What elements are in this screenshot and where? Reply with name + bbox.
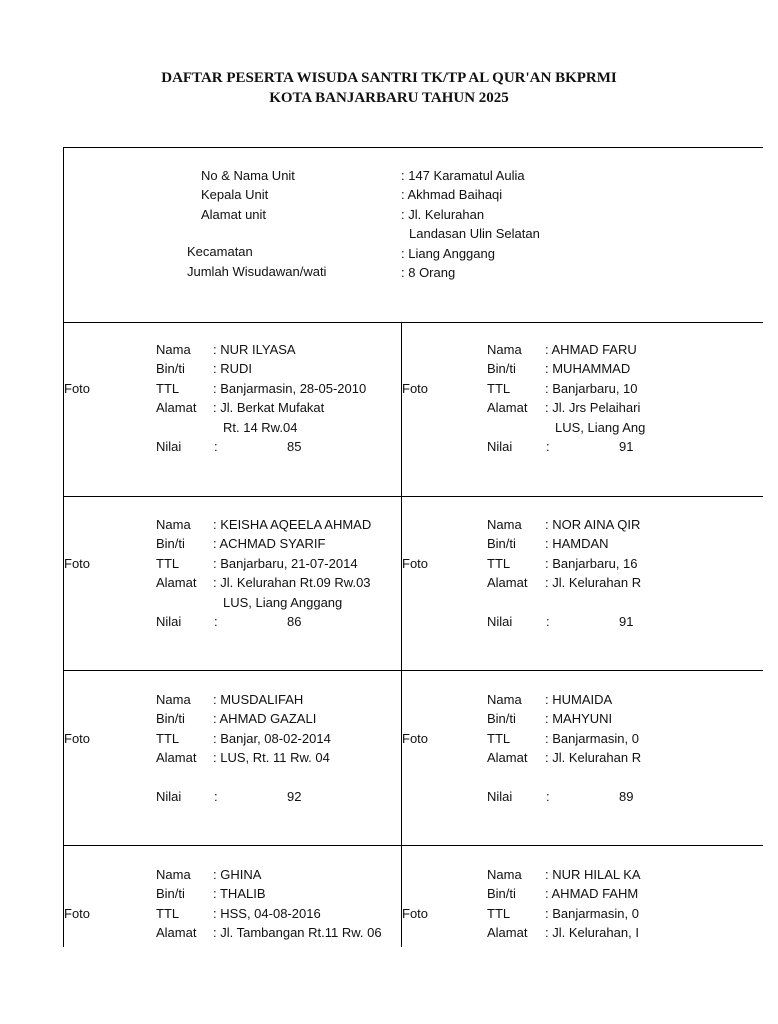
student-birth: : Banjar, 08-02-2014 <box>213 731 331 746</box>
label-nilai: Nilai <box>156 789 182 804</box>
unit-value-kepala: : Akhmad Baihaqi <box>401 187 503 202</box>
nilai-colon: : <box>214 439 218 454</box>
label-nama: Nama <box>156 342 191 357</box>
unit-value-alamat-line2: Landasan Ulin Selatan <box>409 226 540 241</box>
label-alamat: Alamat <box>487 400 528 415</box>
student-parent: : ACHMAD SYARIF <box>213 536 326 551</box>
table-border-left <box>63 147 64 947</box>
label-ttl: TTL <box>156 556 180 571</box>
label-nilai: Nilai <box>487 789 513 804</box>
label-nilai: Nilai <box>156 439 182 454</box>
student-name: : KEISHA AQEELA AHMAD <box>213 517 372 532</box>
student-name: : AHMAD FARU <box>545 342 637 357</box>
label-alamat: Alamat <box>156 925 197 940</box>
label-ttl: TTL <box>156 906 180 921</box>
label-nama: Nama <box>156 867 191 882</box>
unit-value-alamat: : Jl. Kelurahan <box>401 207 485 222</box>
photo-placeholder: Foto <box>64 731 91 746</box>
student-birth: : Banjarbaru, 16 <box>545 556 638 571</box>
photo-placeholder: Foto <box>402 381 429 396</box>
photo-placeholder: Foto <box>64 906 91 921</box>
photo-placeholder: Foto <box>402 731 429 746</box>
student-parent: : MAHYUNI <box>545 711 613 726</box>
table-border-top <box>63 147 763 148</box>
label-binti: Bin/ti <box>487 886 516 901</box>
photo-placeholder: Foto <box>402 556 429 571</box>
unit-value-kecamatan: : Liang Anggang <box>401 246 495 261</box>
photo-placeholder: Foto <box>64 381 91 396</box>
student-address-line2: Rt. 14 Rw.04 <box>223 420 298 435</box>
label-binti: Bin/ti <box>487 536 516 551</box>
student-name: : MUSDALIFAH <box>213 692 304 707</box>
label-ttl: TTL <box>487 906 511 921</box>
student-score: 85 <box>287 439 302 454</box>
student-score: 91 <box>619 614 634 629</box>
row-divider <box>63 322 763 323</box>
title-line-1: DAFTAR PESERTA WISUDA SANTRI TK/TP AL QUR'AN BKPRMI <box>161 70 617 86</box>
nilai-colon: : <box>214 789 218 804</box>
label-ttl: TTL <box>487 381 511 396</box>
student-address: : Jl. Kelurahan R <box>545 750 642 765</box>
student-address-line2: LUS, Liang Ang <box>555 420 646 435</box>
student-address-line2: LUS, Liang Anggang <box>223 595 343 610</box>
student-birth: : Banjarmasin, 0 <box>545 906 639 921</box>
student-address: : Jl. Tambangan Rt.11 Rw. 06 <box>213 925 382 940</box>
student-birth: : Banjarmasin, 0 <box>545 731 639 746</box>
photo-placeholder: Foto <box>64 556 91 571</box>
student-parent: : THALIB <box>213 886 266 901</box>
label-alamat: Alamat <box>487 925 528 940</box>
student-parent: : RUDI <box>213 361 252 376</box>
column-divider <box>401 322 402 947</box>
nilai-colon: : <box>546 439 550 454</box>
nilai-colon: : <box>546 789 550 804</box>
unit-label-kepala: Kepala Unit <box>201 187 269 202</box>
unit-value-no-nama: : 147 Karamatul Aulia <box>401 168 525 183</box>
student-parent: : AHMAD GAZALI <box>213 711 317 726</box>
student-name: : HUMAIDA <box>545 692 613 707</box>
label-alamat: Alamat <box>487 575 528 590</box>
row-divider <box>63 670 763 671</box>
student-name: : NUR ILYASA <box>213 342 296 357</box>
label-ttl: TTL <box>156 731 180 746</box>
label-nilai: Nilai <box>487 439 513 454</box>
student-name: : NUR HILAL KA <box>545 867 641 882</box>
row-divider <box>63 496 763 497</box>
label-binti: Bin/ti <box>156 361 185 376</box>
row-divider <box>63 845 763 846</box>
student-parent: : AHMAD FAHM <box>545 886 639 901</box>
label-nama: Nama <box>487 867 522 882</box>
student-score: 92 <box>287 789 302 804</box>
student-name: : NOR AINA QIR <box>545 517 641 532</box>
label-binti: Bin/ti <box>156 886 185 901</box>
student-address: : Jl. Kelurahan R <box>545 575 642 590</box>
student-address: : Jl. Kelurahan Rt.09 Rw.03 <box>213 575 371 590</box>
student-score: 89 <box>619 789 634 804</box>
unit-value-jumlah: : 8 Orang <box>401 265 456 280</box>
student-birth: : Banjarmasin, 28-05-2010 <box>213 381 367 396</box>
photo-placeholder: Foto <box>402 906 429 921</box>
student-birth: : Banjarbaru, 21-07-2014 <box>213 556 358 571</box>
label-nilai: Nilai <box>487 614 513 629</box>
label-nama: Nama <box>487 342 522 357</box>
student-name: : GHINA <box>213 867 262 882</box>
label-nama: Nama <box>156 692 191 707</box>
label-nama: Nama <box>487 517 522 532</box>
label-ttl: TTL <box>487 556 511 571</box>
unit-label-alamat: Alamat unit <box>201 207 267 222</box>
title-line-2: KOTA BANJARBARU TAHUN 2025 <box>269 90 509 106</box>
label-ttl: TTL <box>487 731 511 746</box>
student-parent: : MUHAMMAD <box>545 361 631 376</box>
student-score: 91 <box>619 439 634 454</box>
label-binti: Bin/ti <box>156 711 185 726</box>
label-nilai: Nilai <box>156 614 182 629</box>
student-address: : LUS, Rt. 11 Rw. 04 <box>213 750 330 765</box>
unit-label-jumlah: Jumlah Wisudawan/wati <box>187 264 327 279</box>
student-score: 86 <box>287 614 302 629</box>
label-nama: Nama <box>487 692 522 707</box>
nilai-colon: : <box>214 614 218 629</box>
unit-label-kecamatan: Kecamatan <box>187 244 253 259</box>
student-birth: : Banjarbaru, 10 <box>545 381 638 396</box>
label-binti: Bin/ti <box>156 536 185 551</box>
label-binti: Bin/ti <box>487 711 516 726</box>
nilai-colon: : <box>546 614 550 629</box>
label-binti: Bin/ti <box>487 361 516 376</box>
label-nama: Nama <box>156 517 191 532</box>
unit-label-no-nama: No & Nama Unit <box>201 168 295 183</box>
label-alamat: Alamat <box>487 750 528 765</box>
label-alamat: Alamat <box>156 575 197 590</box>
student-address: : Jl. Berkat Mufakat <box>213 400 325 415</box>
label-alamat: Alamat <box>156 750 197 765</box>
label-ttl: TTL <box>156 381 180 396</box>
student-address: : Jl. Jrs Pelaihari <box>545 400 641 415</box>
student-birth: : HSS, 04-08-2016 <box>213 906 321 921</box>
student-address: : Jl. Kelurahan, I <box>545 925 639 940</box>
label-alamat: Alamat <box>156 400 197 415</box>
student-parent: : HAMDAN <box>545 536 609 551</box>
